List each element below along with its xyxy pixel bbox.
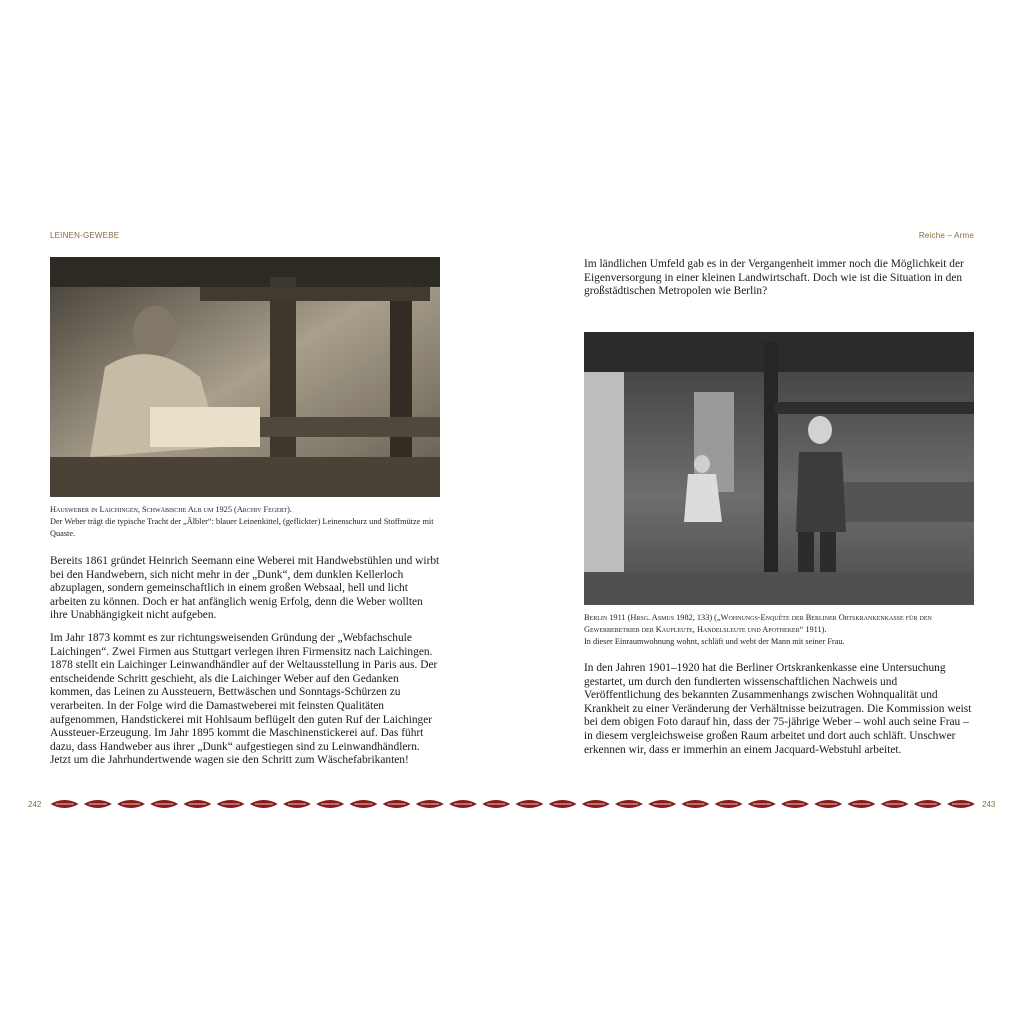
photo-caption-left (50, 504, 442, 540)
body-text-left (50, 555, 442, 777)
running-head-left: LEINEN-GEWEBE (50, 231, 120, 240)
body-text-right (584, 662, 976, 766)
page-number-right: 243 (982, 800, 996, 809)
intro-text-right (584, 258, 976, 308)
caption-text: Der Weber trägt die typische Tracht der „Älbler“: blauer Leinenkittel, (geflickter) Leinenschurz und Stoffmütze mit Quaste. (50, 517, 434, 538)
caption-title: Berlin 1911 (Hrsg. Asmus 1982, 133) („Wohnungs-Enquête der Berliner Ortskrankenkasse für den Gewerbebetrieb der Kaufleute, Handelsleute und Apotheker“ 1911). (584, 613, 932, 634)
paragraph: Im Jahr 1873 kommt es zur richtungsweisenden Gründung der „Webfachschule Laichingen“. Zwei Firmen aus Stuttgart verlegen ihren Firmensitz nach Laichingen. 1878 stellt ein Laichinger Leinwandhändler auf der Weltausstellung in Paris aus. Der entscheidende Schritt geschieht, als die Laichinger Weber auf den Gedanken kommen, das Leinen zu Aussteuern, Bettwäschen und Sonntags-Schürzen zu verarbeiten. In der Folge wird die Damastweberei mit feinsten Qualitäten aufgenommen, Handstickerei mit Hohlsaum beflügelt den guten Ruf der Laichinger Aussteuer-Erzeugung. Im Jahr 1895 kommt die Maschinenstickerei auf. Das führt dazu, dass Handweber aus ihrer „Dunk“ aufgestiegen sind zu Leinwandhändlern. Jetzt um die Jahrhundertwende wagen sie den Schritt zum Wäschefabrikanten! (50, 631, 438, 767)
photo-berlin-1911 (584, 332, 974, 605)
caption-title: Hausweber in Laichingen, Schwäbische Alb um 1925 (Archiv Fegert). (50, 505, 292, 514)
paragraph: In den Jahren 1901–1920 hat die Berliner Ortskrankenkasse eine Untersuchung gestartet, um durch den fundierten wissenschaftlichen Nachweis und Veröffentlichung des bekannten Zusammenhangs zwischen Wohnqualität und Krankheit zu einer Veränderung der Verhältnisse beizutragen. Die Kommission weist bei dem obigen Foto darauf hin, dass der 75-jährige Weber – wohl auch seine Frau – in diesem vergleichsweise großen Raum arbeitet und dort auch schläft. Unschwer erkennen wir, dass er immerhin an einem Jacquard-Webstuhl arbeitet. (584, 662, 972, 756)
caption-text: In dieser Einraumwohnung wohnt, schläft und webt der Mann mit seiner Frau. (584, 637, 845, 646)
page-number-left: 242 (28, 800, 42, 809)
paragraph: Im ländlichen Umfeld gab es in der Vergangenheit immer noch die Möglichkeit der Eigenversorgung in einer kleinen Landwirtschaft. Doch wie ist die Situation in den großstädtischen Metropolen wie Berlin? (584, 258, 964, 298)
photo-caption-right (584, 612, 976, 648)
photo-weaver-laichingen (50, 257, 440, 497)
decorative-border-ornament (48, 797, 978, 811)
running-head-right: Reiche – Arme (918, 231, 974, 240)
paragraph: Bereits 1861 gründet Heinrich Seemann eine Weberei mit Handwebstühlen und wirbt bei den Handwebern, sich nicht mehr in der „Dunk“, dem dunklen Kellerloch abzuplagen, sondern gemeinschaftlich in einem großen Websaal, hell und licht arbeiten zu können. Doch er hat anfänglich wenig Erfolg, denn die Weber wollten ihre Unabhängigkeit nicht aufgeben. (50, 555, 440, 622)
